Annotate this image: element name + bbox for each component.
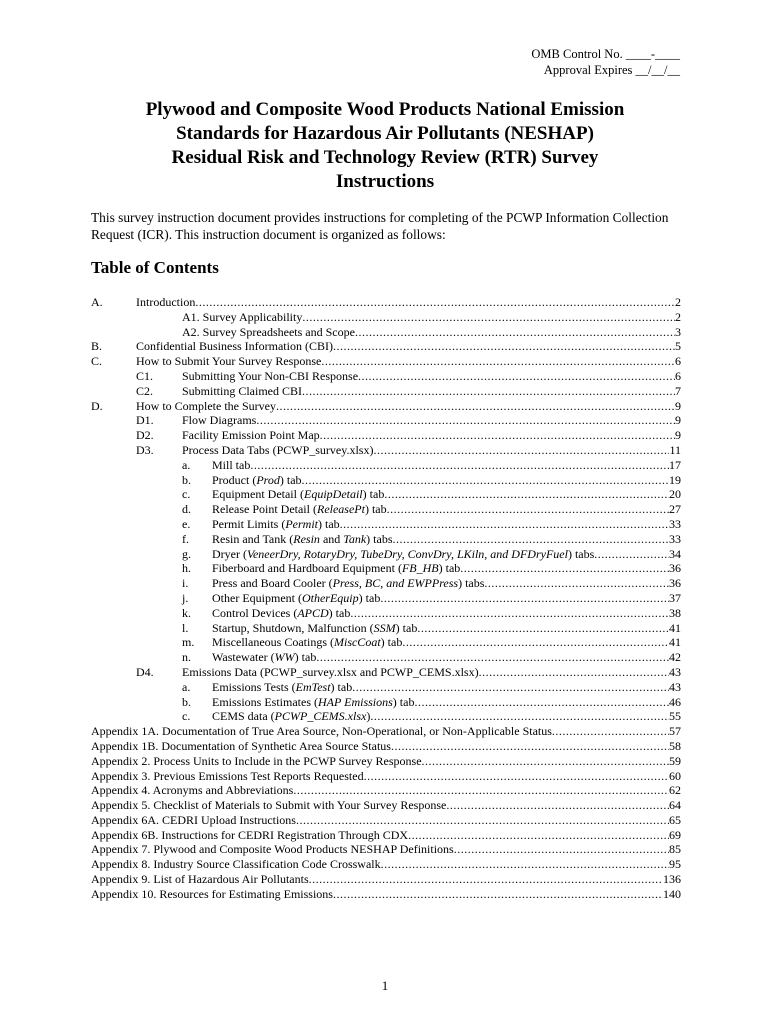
toc-entry-page: 9: [675, 413, 681, 428]
toc-leader-dots: [484, 576, 669, 591]
toc-leader-dots: [355, 325, 675, 340]
toc-leader-dots: [364, 769, 669, 784]
toc-entry-title-part: Other Equipment (: [212, 590, 302, 605]
toc-entry-page: 3: [675, 324, 681, 339]
toc-entry-number: i.: [182, 576, 189, 591]
toc-entry-title-part: Appendix 1A. Documentation of True Area Source, Non-Operational, or Non-Applicable Status: [91, 724, 552, 739]
toc-entry[interactable]: [91, 487, 681, 502]
toc-entry[interactable]: [91, 473, 681, 488]
toc-leader-dots: [256, 413, 675, 428]
toc-leader-dots: [393, 532, 670, 547]
toc-entry-title-part: Startup, Shutdown, Malfunction (: [212, 620, 374, 635]
toc-entry-title-part: OtherEquip: [301, 590, 359, 605]
toc-entry-title-part: Emissions Tests (: [212, 679, 296, 694]
toc-entry-number: D1.: [136, 413, 154, 428]
toc-entry-page: 43: [669, 679, 681, 694]
toc-entry[interactable]: [91, 561, 681, 576]
toc-leader-dots: [380, 591, 669, 606]
toc-entry-title-part: ) tab: [318, 516, 340, 531]
toc-entry-title: [91, 887, 333, 902]
toc-entry-title-part: Resin and Tank (: [212, 531, 294, 546]
toc-entry-title-part: FB_HB: [401, 561, 439, 576]
toc-entry-title-part: Prod: [256, 472, 280, 487]
page-number: 1: [381, 978, 389, 993]
toc-entry-title-part: Release Point Detail (: [212, 502, 317, 517]
toc-entry-title: [91, 769, 364, 784]
toc-leader-dots: [302, 473, 669, 488]
toc-entry-title: [91, 739, 391, 754]
toc-entry-page: 38: [669, 605, 681, 620]
toc-entry[interactable]: [91, 295, 681, 310]
toc-entry-page: 60: [669, 768, 681, 783]
toc-leader-dots: [446, 798, 669, 813]
toc-entry-number: l.: [182, 620, 189, 635]
toc-entry-title-part: Mill tab: [212, 457, 251, 472]
toc-leader-dots: [454, 842, 669, 857]
toc-entry-title: [212, 709, 370, 724]
toc-entry-title: [91, 842, 454, 857]
toc-entry[interactable]: [91, 413, 681, 428]
toc-entry[interactable]: [91, 532, 681, 547]
toc-entry-number: b.: [182, 472, 191, 487]
toc-entry-title-part: Press, BC, and EWPPress: [332, 576, 459, 591]
toc-leader-dots: [302, 310, 675, 325]
toc-entry-page: 36: [669, 576, 681, 591]
title-line: Residual Risk and Technology Review (RTR) Survey: [171, 147, 599, 168]
toc-entry[interactable]: [91, 828, 681, 843]
toc-entry[interactable]: [91, 606, 681, 621]
toc-entry-title: [182, 325, 355, 340]
toc-entry-title: [212, 680, 352, 695]
toc-entry-title: [212, 517, 340, 532]
toc-entry-page: 5: [675, 339, 681, 354]
toc-entry[interactable]: [91, 458, 681, 473]
toc-leader-dots: [479, 665, 669, 680]
toc-entry-title: [136, 399, 276, 414]
toc-entry[interactable]: [91, 591, 681, 606]
toc-leader-dots: [358, 369, 675, 384]
toc-entry-page: 9: [675, 428, 681, 443]
toc-entry-title-part: ) tab: [279, 472, 302, 487]
toc-entry-page: 58: [669, 738, 681, 753]
toc-leader-dots: [302, 384, 675, 399]
toc-entry-number: C.: [91, 354, 103, 369]
toc-entry-title-part: Appendix 6B. Instructions for CEDRI Registration Through CDX: [91, 827, 409, 842]
toc-entry-number: m.: [182, 635, 195, 650]
toc-leader-dots: [402, 635, 669, 650]
toc-entry[interactable]: [91, 887, 681, 902]
toc-entry-title: [91, 813, 296, 828]
toc-entry[interactable]: [91, 754, 681, 769]
toc-entry-title: [212, 473, 302, 488]
toc-entry-number: D3.: [136, 442, 154, 457]
toc-leader-dots: [333, 887, 663, 902]
toc-leader-dots: [276, 399, 675, 414]
toc-entry-title-part: Press and Board Cooler (: [212, 576, 333, 591]
toc-entry-page: 9: [675, 398, 681, 413]
toc-entry-title-part: VeneerDry, RotaryDry, TubeDry, ConvDry, LKiln, and DFDryFuel: [246, 546, 568, 561]
toc-entry-title-part: Appendix 7. Plywood and Composite Wood Products NESHAP Definitions: [91, 842, 454, 857]
toc-leader-dots: [408, 828, 669, 843]
toc-entry-title: [136, 354, 321, 369]
toc-leader-dots: [350, 606, 669, 621]
toc-entry-title-part: Appendix 8. Industry Source Classification Code Crosswalk: [91, 857, 381, 872]
toc-entry-title: [212, 695, 414, 710]
toc-entry-page: 95: [669, 857, 681, 872]
toc-entry-title: [91, 872, 309, 887]
toc-leader-dots: [320, 428, 675, 443]
toc-entry-page: 140: [663, 886, 681, 901]
toc-entry-page: 37: [669, 590, 681, 605]
toc-entry-title-part: and: [319, 531, 344, 546]
toc-entry-number: C2.: [136, 383, 154, 398]
toc-leader-dots: [391, 739, 669, 754]
toc-leader-dots: [250, 458, 669, 473]
toc-entry-title-part: Confidential Business Information (CBI): [136, 339, 333, 354]
toc-entry[interactable]: [91, 724, 681, 739]
toc-entry[interactable]: [91, 709, 681, 724]
toc-entry[interactable]: [91, 354, 681, 369]
toc-entry-title-part: ) tab: [362, 487, 385, 502]
toc-entry-title: [212, 650, 316, 665]
toc-entry-page: 20: [669, 487, 681, 502]
toc-entry-number: D2.: [136, 428, 154, 443]
toc-entry-page: 46: [669, 694, 681, 709]
toc-entry-page: 55: [669, 709, 681, 724]
toc-entry[interactable]: [91, 399, 681, 414]
toc-entry-title-part: EquipDetail: [303, 487, 363, 502]
toc-entry-number: h.: [182, 561, 191, 576]
toc-entry[interactable]: [91, 325, 681, 340]
toc-entry[interactable]: [91, 872, 681, 887]
toc-entry-title: [136, 295, 195, 310]
toc-leader-dots: [370, 709, 669, 724]
toc-entry[interactable]: [91, 547, 681, 562]
toc-entry-title-part: SSM: [373, 620, 396, 635]
toc-entry-page: 33: [669, 531, 681, 546]
toc-leader-dots: [417, 621, 669, 636]
toc-entry[interactable]: [91, 783, 681, 798]
toc-leader-dots: [552, 724, 669, 739]
toc-entry-number: b.: [182, 694, 191, 709]
toc-entry-title: [212, 487, 384, 502]
toc-entry-page: 85: [669, 842, 681, 857]
toc-entry[interactable]: [91, 665, 681, 680]
toc-entry-title-part: Wastewater (: [212, 650, 275, 665]
toc-leader-dots: [333, 339, 675, 354]
toc-entry-page: 33: [669, 516, 681, 531]
toc-entry[interactable]: [91, 621, 681, 636]
toc-entry-page: 27: [669, 502, 681, 517]
toc-leader-dots: [381, 857, 669, 872]
toc-entry[interactable]: [91, 650, 681, 665]
toc-entry-number: a.: [182, 679, 191, 694]
toc-entry-title: [212, 547, 594, 562]
toc-entry[interactable]: [91, 369, 681, 384]
toc-entry-title-part: HAP Emissions: [318, 694, 393, 709]
toc-entry-title-part: Appendix 9. List of Hazardous Air Pollutants: [91, 872, 309, 887]
table-of-contents: [91, 295, 681, 902]
toc-entry-title-part: Facility Emission Point Map: [182, 428, 320, 443]
toc-entry-title: [91, 798, 446, 813]
toc-entry-title-part: A1. Survey Applicability: [182, 309, 303, 324]
toc-entry-page: 57: [669, 724, 681, 739]
toc-entry-page: 43: [669, 664, 681, 679]
toc-entry-title-part: How to Submit Your Survey Response: [136, 354, 322, 369]
toc-entry-title: [182, 310, 302, 325]
toc-entry-title: [182, 443, 373, 458]
toc-entry-page: 69: [669, 827, 681, 842]
toc-entry-number: k.: [182, 605, 191, 620]
toc-leader-dots: [316, 650, 669, 665]
intro-paragraph: This survey instruction document provides instructions for completing of the PCWP Information Collection Request (ICR). This instruction document is organized as follows:: [91, 210, 669, 242]
toc-entry-page: 65: [669, 812, 681, 827]
toc-leader-dots: [293, 783, 669, 798]
toc-entry-title-part: PCWP_CEMS.xlsx: [274, 709, 367, 724]
toc-entry-title-part: ) tabs: [458, 576, 485, 591]
toc-entry-title-part: Appendix 2. Process Units to Include in the PCWP Survey Response: [91, 753, 422, 768]
toc-entry-title-part: Introduction: [136, 295, 196, 309]
omb-header: [531, 46, 680, 78]
toc-entry-title-part: ) tab: [358, 590, 381, 605]
toc-entry-page: 41: [669, 635, 681, 650]
toc-entry-number: f.: [182, 531, 189, 546]
toc-entry-title-part: Resin: [293, 531, 320, 546]
toc-leader-dots: [384, 487, 669, 502]
toc-entry-title: [91, 754, 422, 769]
toc-entry-page: 6: [675, 354, 681, 369]
toc-entry-title-part: ) tab: [395, 620, 418, 635]
toc-leader-dots: [321, 354, 675, 369]
toc-entry-title-part: How to Complete the Survey: [136, 398, 276, 413]
toc-entry-title-part: ): [366, 709, 371, 724]
toc-entry-number: e.: [182, 516, 191, 531]
toc-entry-title-part: ) tab: [330, 679, 353, 694]
toc-entry-title-part: ReleasePt: [316, 502, 365, 517]
toc-entry-title: [212, 561, 460, 576]
toc-entry-title-part: Appendix 4. Acronyms and Abbreviations: [91, 783, 294, 798]
toc-entry-title-part: ) tab: [380, 635, 403, 650]
toc-entry-title-part: Appendix 3. Previous Emissions Test Reports Requested: [91, 768, 364, 783]
toc-entry-title-part: Submitting Your Non-CBI Response: [182, 368, 359, 383]
approval-expires: Approval Expires __/__/__: [543, 63, 680, 77]
toc-entry-title-part: Emissions Data (PCWP_survey.xlsx and PCWP_CEMS.xlsx): [182, 664, 479, 679]
toc-entry[interactable]: [91, 339, 681, 354]
toc-entry-title: [91, 857, 381, 872]
toc-entry-title-part: Appendix 6A. CEDRI Upload Instructions: [91, 812, 296, 827]
toc-entry-title-part: Appendix 5. Checklist of Materials to Submit with Your Survey Response: [91, 798, 447, 813]
toc-entry-title: [182, 665, 479, 680]
toc-entry[interactable]: [91, 384, 681, 399]
toc-entry-title-part: ) tab: [328, 605, 351, 620]
toc-entry-number: D.: [91, 398, 103, 413]
toc-leader-dots: [422, 754, 669, 769]
toc-entry-page: 11: [669, 442, 681, 457]
toc-entry-page: 6: [675, 368, 681, 383]
toc-entry-title: [212, 606, 350, 621]
toc-entry[interactable]: [91, 798, 681, 813]
toc-entry-number: c.: [182, 709, 191, 724]
toc-entry-title-part: ) tabs: [366, 531, 393, 546]
toc-entry[interactable]: [91, 576, 681, 591]
toc-entry[interactable]: [91, 443, 681, 458]
toc-entry-number: j.: [182, 590, 189, 605]
toc-entry-title: [91, 828, 408, 843]
toc-entry[interactable]: [91, 635, 681, 650]
toc-entry-title-part: ) tabs: [567, 546, 595, 561]
toc-entry-page: 42: [669, 650, 681, 665]
toc-leader-dots: [195, 295, 675, 310]
toc-entry[interactable]: [91, 857, 681, 872]
toc-entry-page: 59: [669, 753, 681, 768]
toc-entry-page: 2: [675, 309, 681, 324]
toc-entry-page: 34: [669, 546, 681, 561]
toc-entry-number: n.: [182, 650, 191, 665]
omb-control-number: OMB Control No. ____-____: [531, 47, 680, 61]
toc-entry-title-part: EmTest: [295, 679, 331, 694]
toc-entry[interactable]: [91, 310, 681, 325]
toc-heading: Table of Contents: [91, 258, 219, 277]
toc-entry-number: C1.: [136, 368, 154, 383]
toc-entry-title-part: ) tab: [438, 561, 461, 576]
toc-entry-page: 62: [669, 783, 681, 798]
toc-entry-page: 2: [675, 295, 681, 309]
toc-entry-title-part: Control Devices (: [212, 605, 298, 620]
toc-entry-title-part: Submitting Claimed CBI: [182, 383, 303, 398]
toc-entry[interactable]: [91, 739, 681, 754]
toc-leader-dots: [296, 813, 669, 828]
toc-entry-title: [212, 621, 417, 636]
toc-entry-title: [212, 502, 387, 517]
toc-entry-title-part: A2. Survey Spreadsheets and Scope: [182, 324, 355, 339]
toc-entry-page: 17: [669, 457, 681, 472]
toc-entry-title-part: ) tab: [294, 650, 317, 665]
toc-entry-title-part: APCD: [297, 605, 329, 620]
toc-leader-dots: [309, 872, 663, 887]
toc-entry-title: [212, 576, 484, 591]
toc-entry-title: [91, 724, 552, 739]
toc-entry-number: D4.: [136, 664, 154, 679]
toc-entry[interactable]: [91, 813, 681, 828]
toc-leader-dots: [373, 443, 669, 458]
toc-entry-page: 36: [669, 561, 681, 576]
toc-entry-title-part: Equipment Detail (: [212, 487, 304, 502]
toc-entry-title-part: Emissions Estimates (: [212, 694, 318, 709]
toc-entry-number: A.: [91, 295, 103, 309]
toc-entry-title-part: CEMS data (: [212, 709, 275, 724]
toc-entry-title: [182, 413, 256, 428]
toc-entry-page: 41: [669, 620, 681, 635]
toc-entry-page: 7: [675, 383, 681, 398]
toc-entry[interactable]: [91, 769, 681, 784]
toc-entry-title-part: Appendix 10. Resources for Estimating Emissions: [91, 886, 333, 901]
title-line: Plywood and Composite Wood Products National Emission: [145, 99, 625, 120]
toc-leader-dots: [414, 695, 669, 710]
toc-entry-title-part: Miscellaneous Coatings (: [212, 635, 334, 650]
toc-entry-page: 19: [669, 472, 681, 487]
title-line: Instructions: [335, 171, 435, 192]
toc-entry-title-part: Dryer (: [212, 546, 247, 561]
toc-entry-title: [212, 635, 402, 650]
toc-entry-number: B.: [91, 339, 103, 354]
toc-leader-dots: [340, 517, 669, 532]
document-title: [60, 98, 710, 194]
toc-leader-dots: [387, 502, 669, 517]
toc-entry-title-part: ) tab: [364, 502, 387, 517]
toc-entry-number: a.: [182, 457, 191, 472]
toc-entry-title: [182, 428, 320, 443]
toc-entry-title-part: Product (: [212, 472, 257, 487]
toc-entry-title-part: Fiberboard and Hardboard Equipment (: [212, 561, 402, 576]
toc-entry-page: 136: [663, 872, 681, 887]
toc-entry-page: 64: [669, 798, 681, 813]
toc-entry-title-part: Tank: [343, 531, 367, 546]
toc-entry-title: [91, 783, 293, 798]
toc-leader-dots: [352, 680, 669, 695]
toc-entry-title: [212, 458, 250, 473]
toc-entry-number: g.: [182, 546, 191, 561]
toc-entry-title-part: Permit: [285, 516, 319, 531]
toc-entry[interactable]: [91, 517, 681, 532]
toc-leader-dots: [594, 547, 669, 562]
toc-entry-title-part: Appendix 1B. Documentation of Synthetic Area Source Status: [91, 738, 391, 753]
toc-entry[interactable]: [91, 842, 681, 857]
toc-entry-title-part: Process Data Tabs (PCWP_survey.xlsx): [182, 442, 374, 457]
toc-entry-title-part: Permit Limits (: [212, 516, 286, 531]
toc-entry-title: [212, 591, 380, 606]
toc-entry-title-part: ) tab: [392, 694, 415, 709]
toc-entry[interactable]: [91, 680, 681, 695]
toc-entry-title: [136, 339, 333, 354]
toc-entry-number: c.: [182, 487, 191, 502]
title-line: Standards for Hazardous Air Pollutants (NESHAP): [176, 123, 594, 144]
toc-entry-number: d.: [182, 502, 191, 517]
toc-entry[interactable]: [91, 695, 681, 710]
toc-entry-title-part: MiscCoat: [333, 635, 381, 650]
toc-entry-title: [212, 532, 393, 547]
toc-entry-title-part: WW: [274, 650, 295, 665]
toc-entry-title: [182, 384, 302, 399]
toc-entry-title-part: Flow Diagrams: [182, 413, 257, 428]
toc-leader-dots: [460, 561, 669, 576]
toc-entry[interactable]: [91, 428, 681, 443]
toc-entry[interactable]: [91, 502, 681, 517]
toc-entry-title: [182, 369, 358, 384]
